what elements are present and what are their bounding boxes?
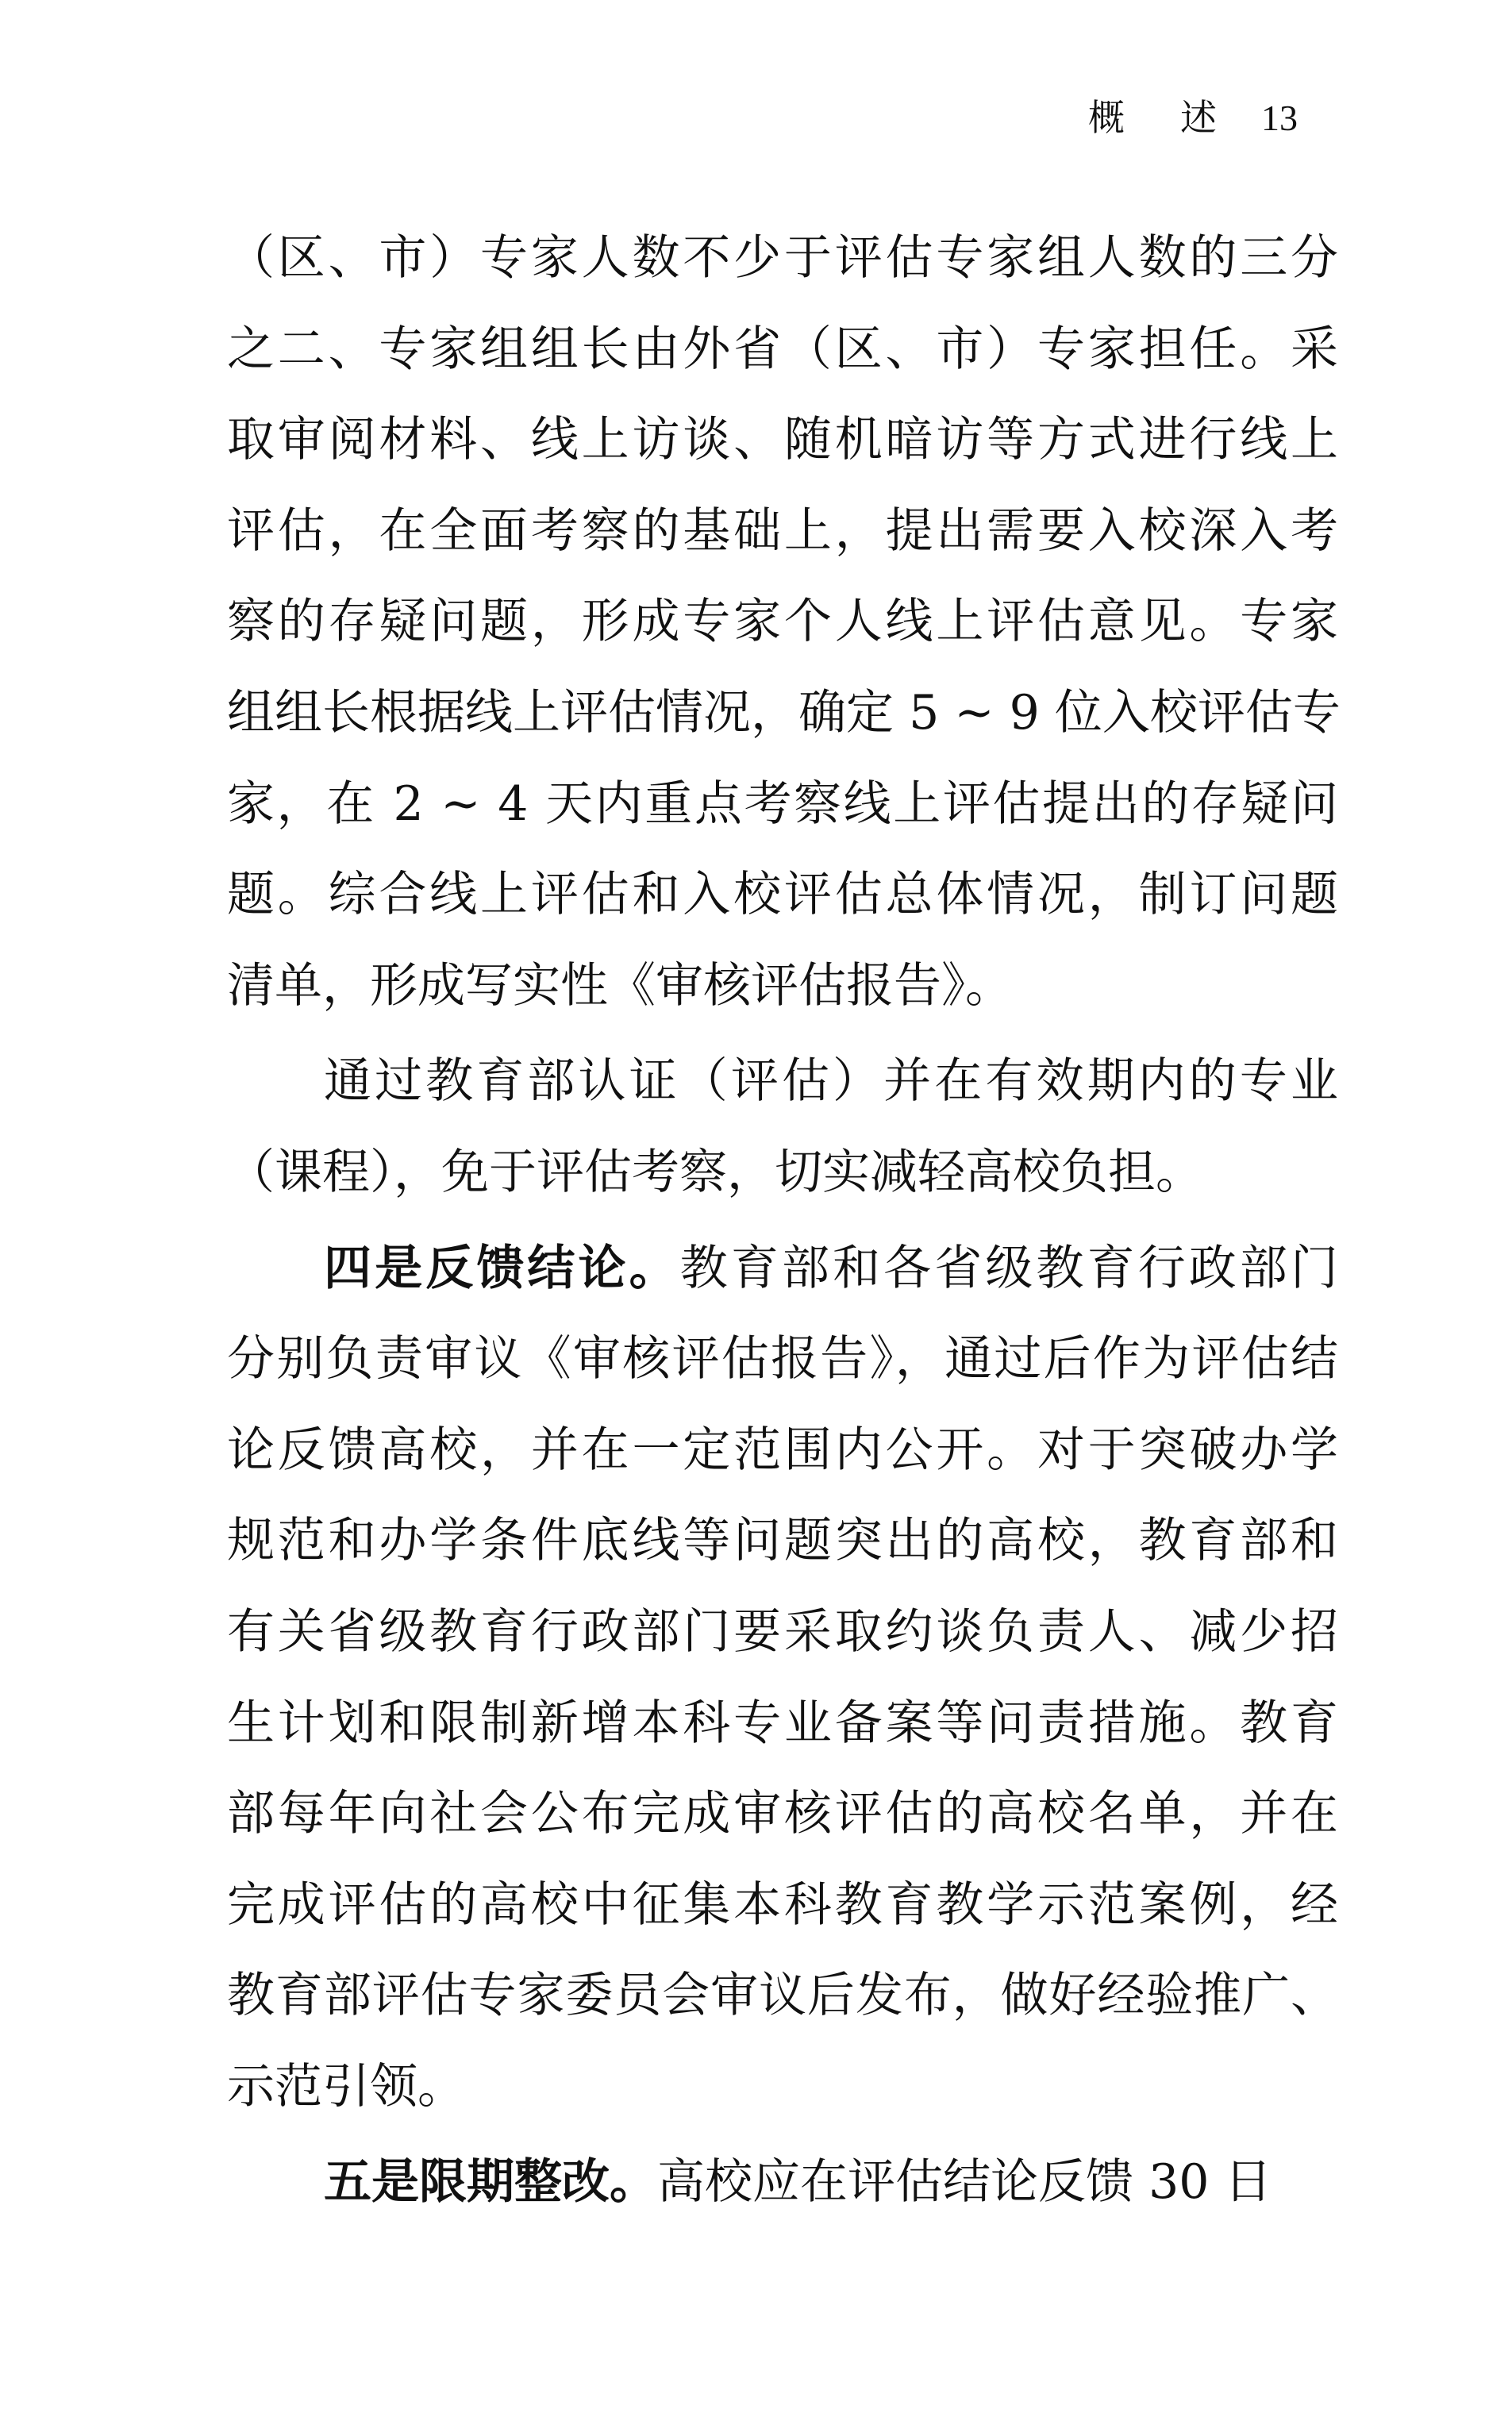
text-line: （课程），免于评估考察，切实减轻高校负担。 xyxy=(227,1144,1203,1200)
text-line: 清单，形成写实性《审核评估报告》。 xyxy=(227,957,1013,1014)
header-title-char-2: 述 xyxy=(1180,96,1217,139)
text-run: 教育部和各省级教育行政部门 xyxy=(679,1240,1339,1296)
text-run: 高校应在评估结论反馈 30 日 xyxy=(657,2154,1272,2211)
page-number: 13 xyxy=(1261,98,1298,138)
text-line: 评估，在全面考察的基础上，提出需要入校深入考 xyxy=(227,502,1338,559)
text-line: 有关省级教育行政部门要采取约谈负责人、减少招 xyxy=(227,1603,1338,1660)
text-line: 题。综合线上评估和入校评估总体情况，制订问题 xyxy=(227,867,1338,923)
text-line: 分别负责审议《审核评估报告》，通过后作为评估结 xyxy=(227,1331,1338,1387)
paragraph-heading-line xyxy=(227,1223,1338,1314)
text-line: 通过教育部认证（评估）并在有效期内的专业 xyxy=(324,1053,1338,1110)
text-line: 论反馈高校，并在一定范围内公开。对于突破办学 xyxy=(227,1422,1338,1478)
text-line: 生计划和限制新增本科专业备案等问责措施。教育 xyxy=(227,1695,1338,1751)
text-line: 察的存疑问题，形成专家个人线上评估意见。专家 xyxy=(227,594,1338,650)
paragraph-heading-line xyxy=(227,2137,1338,2228)
text-line: 完成评估的高校中征集本科教育教学示范案例，经 xyxy=(227,1876,1338,1933)
text-line: 规范和办学条件底线等问题突出的高校，教育部和 xyxy=(227,1513,1338,1569)
text-line: 教育部评估专家委员会审议后发布，做好经验推广、 xyxy=(227,1968,1338,2024)
paragraph-heading-4: 四是反馈结论。 xyxy=(324,1240,680,1296)
body-text xyxy=(227,213,1341,2228)
text-line: （区、市）专家人数不少于评估专家组人数的三分 xyxy=(227,230,1338,286)
text-line: 之二、专家组组长由外省（区、市）专家担任。采 xyxy=(227,321,1338,377)
text-line: 取审阅材料、线上访谈、随机暗访等方式进行线上 xyxy=(227,412,1338,468)
header-title-char-1: 概 xyxy=(1088,96,1125,139)
text-line: 部每年向社会公布完成审核评估的高校名单，并在 xyxy=(227,1786,1338,1842)
paragraph-heading-5: 五是限期整改。 xyxy=(324,2154,657,2211)
text-line: 示范引领。 xyxy=(227,2058,465,2115)
running-header xyxy=(1088,94,1298,142)
text-line: 家，在 2 ~ 4 天内重点考察线上评估提出的存疑问 xyxy=(227,775,1338,832)
text-line: 组组长根据线上评估情况，确定 5 ~ 9 位入校评估专 xyxy=(227,684,1341,741)
